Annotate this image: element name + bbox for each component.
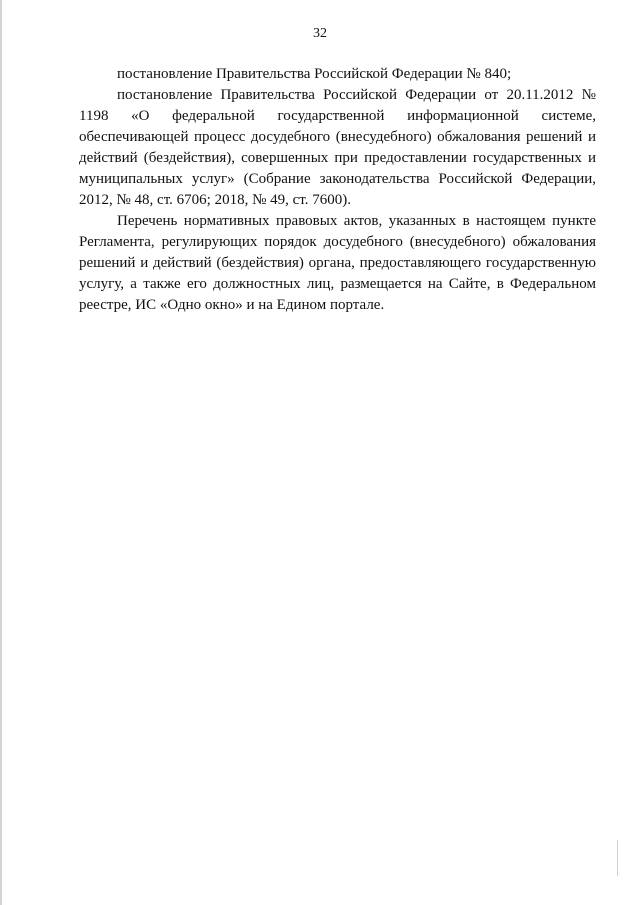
paragraph-acts-list: Перечень нормативных правовых актов, указанных в настоящем пункте Регламента, регулирующих порядок досудебного (внесудебного) обжалования решений и действий (бездействия) органа, предоставляющего государственную услугу, а также его должностных лиц, размещается на Сайте, в Федеральном реестре, ИС «Одно окно» и на Едином портале. xyxy=(79,213,596,313)
paragraph-decree-1198: постановление Правительства Российской Федерации от 20.11.2012 № 1198 «О федеральной государственной информационной системе, обеспечивающей процесс досудебного (внесудебного) обжалования решений и действий (бездействия), совершенных при предоставлении государственных и муниципальных услуг» (Собрание законодательства Российской Федерации, 2012, № 48, ст. 6706; 2018, № 49, ст. 7600). xyxy=(79,87,596,208)
scan-edge xyxy=(0,0,2,905)
page-number: 32 xyxy=(313,26,327,41)
paragraph-decree-840: постановление Правительства Российской Федерации № 840; xyxy=(117,66,512,82)
document-body xyxy=(79,64,596,316)
scan-artifact xyxy=(617,840,618,876)
